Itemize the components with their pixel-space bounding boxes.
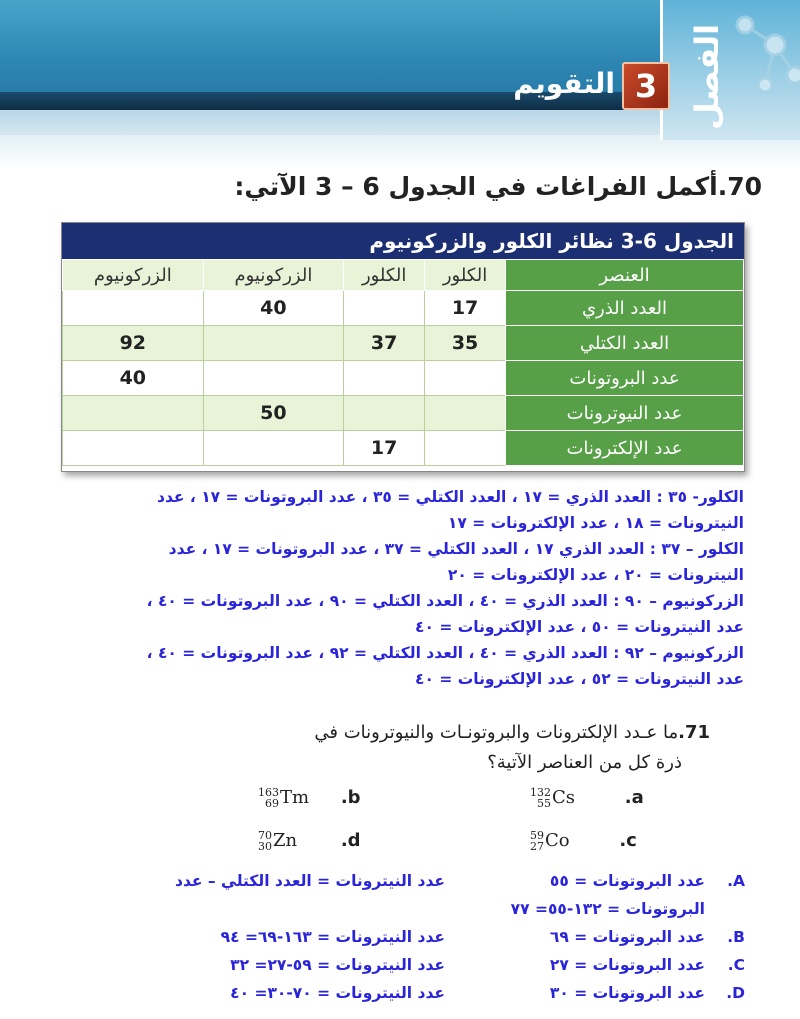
answer-C-letter: C.: [727, 956, 745, 974]
answer-A-protons: عدد البروتونات = ٥٥: [549, 872, 705, 890]
nuclide-numbers: 59 27: [530, 829, 544, 853]
answer-line: الزركونيوم – ٩٠ : العدد الذري = ٤٠ ، العدد الكتلي = ٩٠ ، عدد البروتونات = ٤٠ ،: [146, 592, 744, 610]
table-cell: 17: [425, 291, 506, 326]
table-cell: [63, 291, 204, 326]
row-label: عدد الإلكترونات: [506, 431, 744, 466]
header-cell: الزركونيوم: [63, 260, 204, 291]
answer-line: الزركونيوم – ٩٢ : العدد الذري = ٤٠ ، العدد الكتلي = ٩٢ ، عدد البروتونات = ٤٠ ،: [146, 644, 744, 662]
table-body: [62, 259, 744, 466]
table-cell: [425, 396, 506, 431]
answer-line: الكلور- ٣٥ : العدد الذري = ١٧ ، العدد الكتلي = ٣٥ ، عدد البروتونات = ١٧ ، عدد: [157, 488, 744, 506]
answer-B-letter: B.: [727, 928, 745, 946]
row-label: العدد الكتلي: [506, 326, 744, 361]
answer-B-neutrons: عدد النيترونات = ١٦٣-٦٩= ٩٤: [220, 928, 445, 946]
row-label: عدد البروتونات: [506, 361, 744, 396]
option-c: [530, 830, 637, 852]
header-cell: العنصر: [506, 260, 744, 291]
header-cell: الكلور: [425, 260, 506, 291]
element-symbol: Cs: [552, 787, 576, 808]
row-label: العدد الذري: [506, 291, 744, 326]
table-row: [63, 396, 744, 431]
answer-line: النيترونات = ١٨ ، عدد الإلكترونات = ١٧: [447, 514, 744, 532]
table-cell: [425, 431, 506, 466]
isotopes-table: [61, 222, 745, 472]
table-row: [63, 431, 744, 466]
answer-line: عدد النيترونات = ٥٢ ، عدد الإلكترونات = ٤٠: [415, 670, 744, 688]
nuclide-numbers: 132 55: [530, 786, 551, 810]
header-cell: الزركونيوم: [203, 260, 344, 291]
answer-line: الكلور – ٣٧ : العدد الذري ١٧ ، العدد الكتلي = ٣٧ ، عدد البروتونات = ١٧ ، عدد: [168, 540, 744, 558]
molecule-icon: [735, 5, 800, 125]
answer-D-letter: D.: [726, 984, 745, 1002]
table-cell: 92: [63, 326, 204, 361]
table-cell: 35: [425, 326, 506, 361]
table-cell: [344, 291, 425, 326]
option-label: .b: [340, 787, 361, 808]
header-cell: الكلور: [344, 260, 425, 291]
option-label: .c: [619, 830, 637, 851]
question-text-2: ذرة كل من العناصر الآتية؟: [487, 752, 682, 773]
section-title: التقويم: [513, 67, 615, 100]
table-row: [63, 291, 744, 326]
table-cell: 37: [344, 326, 425, 361]
element-symbol: Zn: [273, 830, 298, 851]
table-cell: [203, 361, 344, 396]
table-header-row: [63, 260, 744, 291]
table-row: [63, 326, 744, 361]
element-symbol: Tm: [280, 787, 310, 808]
table-cell: [63, 431, 204, 466]
table-cell: 40: [203, 291, 344, 326]
question-70: [62, 172, 762, 201]
answer-C-neutrons: عدد النيترونات = ٥٩-٢٧= ٣٢: [230, 956, 445, 974]
answer-line: النيترونات = ٢٠ ، عدد الإلكترونات = ٢٠: [447, 566, 744, 584]
table-cell: [203, 431, 344, 466]
answer-D-neutrons: عدد النيترونات = ٧٠-٣٠= ٤٠: [230, 984, 445, 1002]
chapter-label: الفصل: [688, 23, 726, 130]
table-cell: 40: [63, 361, 204, 396]
answer-70: [34, 484, 744, 692]
table-row: [63, 361, 744, 396]
option-label: .d: [340, 830, 361, 851]
row-label: عدد النيوترونات: [506, 396, 744, 431]
option-b: [258, 787, 361, 809]
question-number: 70.: [717, 172, 762, 201]
question-text: ما عـدد الإلكترونات والبروتونـات والنيوترونات في: [314, 722, 679, 743]
nuclide-numbers: 163 69: [258, 786, 279, 810]
option-label: .a: [624, 787, 644, 808]
answer-D-protons: عدد البروتونات = ٣٠: [549, 984, 705, 1002]
table-cell: 50: [203, 396, 344, 431]
question-text: أكمل الفراغات في الجدول 6 – 3 الآتي:: [234, 172, 718, 201]
nuclide-numbers: 70 30: [258, 829, 272, 853]
table-cell: [425, 361, 506, 396]
table-caption: الجدول 6-3 نظائر الكلور والزركونيوم: [62, 223, 744, 259]
option-d: [258, 830, 361, 852]
table-cell: [344, 396, 425, 431]
chapter-number-badge: 3: [622, 62, 670, 110]
answer-C-protons: عدد البروتونات = ٢٧: [549, 956, 705, 974]
table-cell: [63, 396, 204, 431]
answer-line: عدد النيترونات = ٥٠ ، عدد الإلكترونات = ٤٠: [415, 618, 744, 636]
answer-A-neutrons: عدد النيترونات = العدد الكتلي – عدد: [175, 872, 445, 890]
question-number: 71.: [678, 722, 710, 743]
option-a: [530, 787, 644, 809]
answer-B-protons: عدد البروتونات = ٦٩: [549, 928, 705, 946]
table-cell: [203, 326, 344, 361]
table-cell: [344, 361, 425, 396]
table-cell: 17: [344, 431, 425, 466]
answer-A-letter: A.: [727, 872, 745, 890]
question-71: [210, 718, 710, 778]
element-symbol: Co: [545, 830, 570, 851]
answer-A-cont: البروتونات = ١٣٢-٥٥= ٧٧: [510, 900, 705, 918]
